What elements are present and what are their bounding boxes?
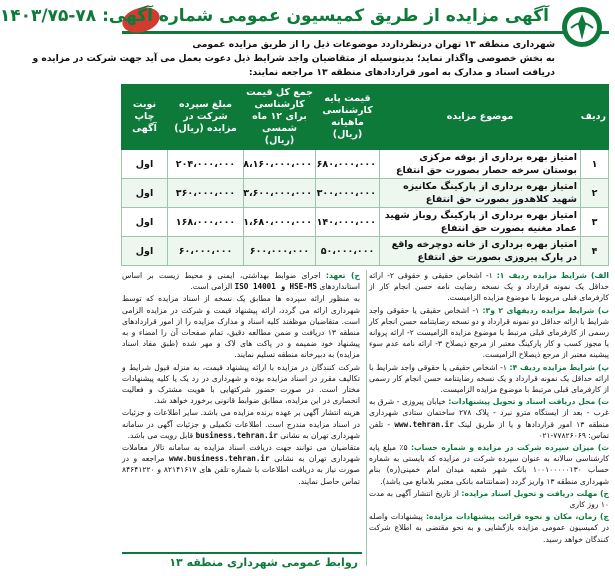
auction-table <box>122 84 609 266</box>
commitment-h-heading: ح) تعهد: <box>325 271 361 280</box>
business-portal-www-link[interactable]: www.business.tehran.ir <box>168 454 270 464</box>
conditions-column <box>369 270 609 546</box>
row-deposit: ۲۰۴،۰۰۰،۰۰۰ <box>168 150 244 179</box>
table-row <box>122 208 609 237</box>
commitment-h-text: اجرای ضوابط بهداشتی، ایمنی و محیط زیست بر اساس استانداردهای <box>122 271 360 292</box>
row-subject: امتیاز بهره برداری از خانه دوچرخه واقع در پارک پیروزی بصورت حق انتفاع <box>380 237 581 266</box>
row-total-price: ۳،۶۰۰،۰۰۰،۰۰۰ <box>244 179 316 208</box>
header-subject: موضوع مزایده <box>380 85 581 150</box>
condition-e-heading: ث) میزان سپرده شرکت در مزایده و شماره حساب: <box>411 443 610 453</box>
row-subject: امتیاز بهره برداری از پارکینگ مکانیزه شهید کلاهدوز بصورت حق انتفاع <box>380 179 581 208</box>
row-base-price: ۶۸۰،۰۰۰،۰۰۰ <box>316 150 380 179</box>
row-base-price: ۵۰،۰۰۰،۰۰۰ <box>316 237 380 266</box>
condition-b-heading: ب) شرایط مزایده ردیفهای ۲ و۳: <box>482 305 609 315</box>
table-row <box>122 150 609 179</box>
commitment-h-standard: ISO 14001 و HSE-MS <box>234 282 317 292</box>
header-total-price: جمع کل قیمت کارشناسی برای ۱۲ ماه شمسی (ریال) <box>244 85 316 150</box>
condition-c-text: ۱- اشخاص حقیقی یا حقوقی واجد شرایط با ارائه حداقل یک نمونه قرارداد و یک نسخه رضایتنامه حسن انجام کار رسمی از کارفرمای قبلی مرتبط با موضوع مزایده الزامیست. <box>369 362 609 395</box>
row-total-price: ۸،۱۶۰،۰۰۰،۰۰۰ <box>244 150 316 179</box>
table-header-row <box>122 85 609 150</box>
condition-f <box>369 488 609 510</box>
commitment-h-text-2: الزامی است. <box>190 282 233 292</box>
condition-f-text: از تاریخ انتشار آگهی به مدت ۱۰ روز کاری <box>369 488 609 510</box>
header-row-number: ردیف <box>581 85 609 150</box>
tehran-municipality-logo-icon <box>559 4 605 50</box>
commitment-body-3 <box>122 407 360 441</box>
commitment-body-4-tail: مراجعه و در صورت نیاز به دریافت اطلاعات با شماره تلفن های ۸۲۱۴۱۶۱۷ و ۸۴۶۴۱۲۲۰ تماس حاصل نمایند. <box>122 454 361 486</box>
commitment-body-4 <box>122 442 360 487</box>
row-number: ۴ <box>581 237 609 266</box>
intro-line-1: شهرداری منطقه ۱۳ تهران درنظرداردد موضوعات ذیل را از طریق مزایده عمومی <box>192 39 555 50</box>
condition-d-text: خیابان پیروزی - شرق به غرب - بعد از ایستگاه مترو نبرد - پلاک ۲۷۸ ساختمان ستادی شهرداری منطقه ۱۳ امور قراردادها و یا از طریق لینک <box>369 397 610 429</box>
commitment-body-3-text: هزینه انتشار آگهی بر عهده برنده مزایده می باشد. سایر اطلاعات و جزئیات در اسناد مزایده مندرج است. اطلاعات تکمیلی و جزئیات آگهی در سامانه شهرداری تهران به نشانی <box>122 408 360 440</box>
condition-d-link[interactable]: www.tehran.ir <box>394 419 454 429</box>
commitments-column <box>122 270 360 546</box>
condition-a-text: ۱- اشخاص حقیقی و حقوقی ۲- ارائه حداقل یک نمونه قرارداد و یک نسخه رضایت نامه حسن انجام کار از کارفرمای قبلی مربوط با موضوع مزایده الزامیست. <box>369 271 609 303</box>
condition-c-heading: پ) شرایط مزایده ردیف ۴: <box>509 362 609 372</box>
condition-g-heading: چ) زمان، مکان و نحوه قرائت پیشنهادات مزایده: <box>425 512 609 522</box>
row-subject: امتیاز بهره برداری از بوفه مرکزی بوستان سرخه حصار بصورت حق انتفاع <box>380 150 581 179</box>
notice-header <box>0 4 609 34</box>
condition-g-text: پیشنهادات واصله در کمیسیون عمومی مزایده بازگشایی و به نحو مقتضی به اطلاع شرکت کنندگان خواهد رسید. <box>369 512 609 544</box>
condition-c <box>369 362 609 396</box>
condition-e-text: ۵٪ مبلغ پایه کارشناسی سالانه به عنوان سپرده شرکت در مزایده که بایستی به شماره حساب ۱۰۰۱۰۰۰۰۰۱۳۰ بانک شهر شعبه میدان امام خمینی(ره) بنام شهرداری منطقه ۱۳ واریز گردد (ضمانتنامه بانکی معتبر بلامانع می باشد). <box>369 443 609 486</box>
condition-f-heading: ج) مهلت دریافت و تحویل اسناد مزایده: <box>461 488 610 498</box>
row-print-turn: اول <box>122 237 168 266</box>
commitment-body-4-text: متقاضیان می توانند جهت دریافت اسناد مزایده به سامانه تالار معاملات شهرداری تهران به نشانی <box>122 443 361 464</box>
table-row <box>122 237 609 266</box>
condition-a <box>369 270 609 304</box>
row-print-turn: اول <box>122 179 168 208</box>
row-total-price: ۱،۶۸۰،۰۰۰،۰۰۰ <box>244 208 316 237</box>
column-divider <box>366 270 367 566</box>
commitment-body-1: به منظور ارائه سپرده ها مطابق یک نسخه از اسناد مزایده که توسط شهرداری ارائه می گردد، ارائه پیشنهاد قیمت و شرکت در مزایده الزامی است. متقاضیان موظفند کلیه اسناد و مدارک مزایده را از امور قراردادهای منطقه ۱۳ دریافت و ضمن مطالعه دقیق، تمام صفحات آن را امضاء و به پیشنهاد خود ضمیمه و در پاکت های لاک و مهر شده (طبق مفاد اسناد مزایده) به دبیرخانه منطقه تسلیم نمایند. <box>122 294 360 360</box>
footer-bar <box>122 552 362 570</box>
row-number: ۲ <box>581 179 609 208</box>
business-portal-link[interactable]: business.tehran.ir <box>195 430 278 440</box>
row-number: ۱ <box>581 150 609 179</box>
row-subject: امتیاز بهره برداری از پارکینگ روباز شهید عماد مغنیه بصورت حق انتفاع <box>380 208 581 237</box>
row-deposit: ۳۶۰،۰۰۰،۰۰۰ <box>168 179 244 208</box>
condition-d <box>369 396 609 441</box>
commitment-body-2: شرکت کنندگان در مزایده با ارائه پیشنهاد قیمت، به منزله قبول شرایط و تکالیف مقرر در اسناد مزایده بوده و شهرداری در رد یک یا کلیه پیشنهادات مختار است. در صورت حضور شرکتهایی با هویت مشترک و فعالیت انحصاری در این مزایده، مطابق ضوابط قانونی برخورد خواهد شد. <box>122 362 360 406</box>
header-base-price: قیمت پایه کارشناسی ماهیانه (ریال) <box>316 85 380 150</box>
commitment-h <box>122 270 360 292</box>
condition-b <box>369 305 609 361</box>
row-base-price: ۱۴۰،۰۰۰،۰۰۰ <box>316 208 380 237</box>
condition-d-heading: ت) محل دریافت اسناد و تحویل پیشنهادات: <box>448 397 610 407</box>
row-total-price: ۶۰۰،۰۰۰،۰۰۰ <box>244 237 316 266</box>
row-deposit: ۱۶۸،۰۰۰،۰۰۰ <box>168 208 244 237</box>
condition-b-text: ۱- اشخاص حقیقی یا حقوقی واجد شرایط با ارائه حداقل دو نمونه قرارداد و دو نسخه رضایتنامه حسن انجام کار رسمی از کارفرمای قبلی مرتبط با موضوع مزایده الزامیست ۲- ارائه پروانه یا مجوز کسب و کار پارکینگ معتبر از مرجع ذیصلاح ۳- ارائه نامه عدم سوء پیشینه معتبر از مرجع ذیصلاح الزامیست. <box>369 305 609 360</box>
condition-d-phone: - تلفن تماس: ۷۷۸۲۶۰۶۹-۰۲۱ <box>369 419 609 440</box>
condition-e <box>369 442 609 487</box>
row-base-price: ۳۰۰،۰۰۰،۰۰۰ <box>316 179 380 208</box>
condition-g <box>369 511 609 545</box>
row-number: ۳ <box>581 208 609 237</box>
condition-a-heading: الف) شرایط مزایده ردیف ۱: <box>496 271 610 280</box>
row-deposit: ۶۰،۰۰۰،۰۰۰ <box>168 237 244 266</box>
notice-intro <box>32 38 555 80</box>
commitment-body-3-tail: قابل رویت می باشد. <box>127 430 194 440</box>
header-deposit: مبلغ سپرده شرکت در مزایده (ریال) <box>168 85 244 150</box>
intro-line-3: دریافت اسناد و مدارک به امور قراردادهای منطقه ۱۳ مراجعه نمایند: <box>248 67 555 78</box>
intro-line-2: به بخش خصوصی واگذار نماید؛ بدینوسیله از متقاضیان واجد شرایط ذیل دعوت بعمل می آید جهت شرکت در مزایده و <box>32 53 555 64</box>
row-print-turn: اول <box>122 150 168 179</box>
footer-signature: روابط عمومی شهرداری منطقه ۱۳ <box>169 556 358 569</box>
header-print-turn: نوبت چاپ آگهی <box>122 85 168 150</box>
notice-title: آگهی مزایده از طریق کمیسیون عمومی شماره آگهی: ۷۸-۱۴۰۳/۷۵ <box>0 6 549 26</box>
row-print-turn: اول <box>122 208 168 237</box>
table-row <box>122 179 609 208</box>
